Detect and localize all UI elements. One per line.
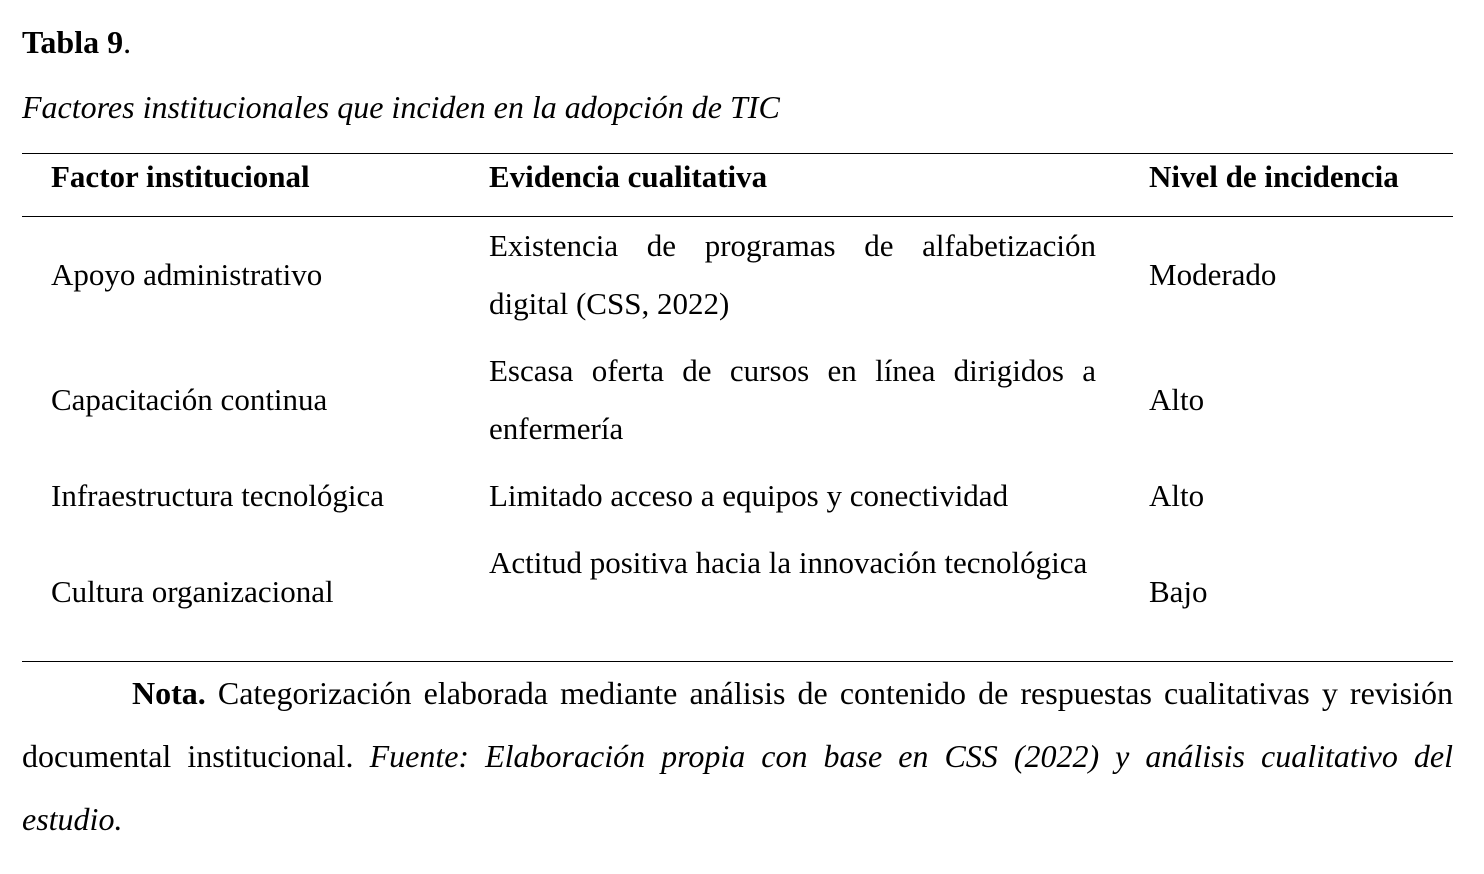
note-source: Fuente: Elaboración propia con base en CSS (2022) y análisis cualitativo del estudio. [22, 738, 1454, 837]
row-1-nivel: Moderado [1149, 257, 1277, 292]
row-2-nivel: Alto [1149, 382, 1205, 417]
table-number: Tabla 9 [22, 24, 124, 60]
row-1-factor: Apoyo administrativo [51, 257, 323, 292]
row-3-evidencia: Limitado acceso a equipos y conectividad [489, 478, 1009, 513]
header-nivel: Nivel de incidencia [1149, 159, 1399, 194]
table-label [22, 22, 131, 62]
row-3-nivel: Alto [1149, 478, 1205, 513]
row-3-factor: Infraestructura tecnológica [51, 478, 385, 513]
table-title: Factores institucionales que inciden en la adopción de TIC [22, 89, 780, 125]
table-note [22, 662, 1453, 851]
header-factor: Factor institucional [51, 159, 310, 194]
row-4-nivel: Bajo [1149, 574, 1208, 609]
table-label-suffix: . [123, 24, 132, 60]
row-1-evidencia: Existencia de programas de alfabetización digital (CSS, 2022) [489, 228, 1096, 321]
row-2-evidencia: Escasa oferta de cursos en línea dirigidos a enfermería [489, 353, 1096, 446]
note-text: Categorización elaborada mediante análisis de contenido de respuestas cualitativas y revisión documental institucional. [22, 675, 1453, 774]
table-top-rule [22, 153, 1453, 154]
row-2-factor: Capacitación continua [51, 382, 328, 417]
note-label: Nota. [132, 675, 206, 711]
row-4-factor: Cultura organizacional [51, 574, 334, 609]
row-4-evidencia: Actitud positiva hacia la innovación tecnológica [489, 545, 1088, 580]
header-evidencia: Evidencia cualitativa [489, 159, 768, 194]
